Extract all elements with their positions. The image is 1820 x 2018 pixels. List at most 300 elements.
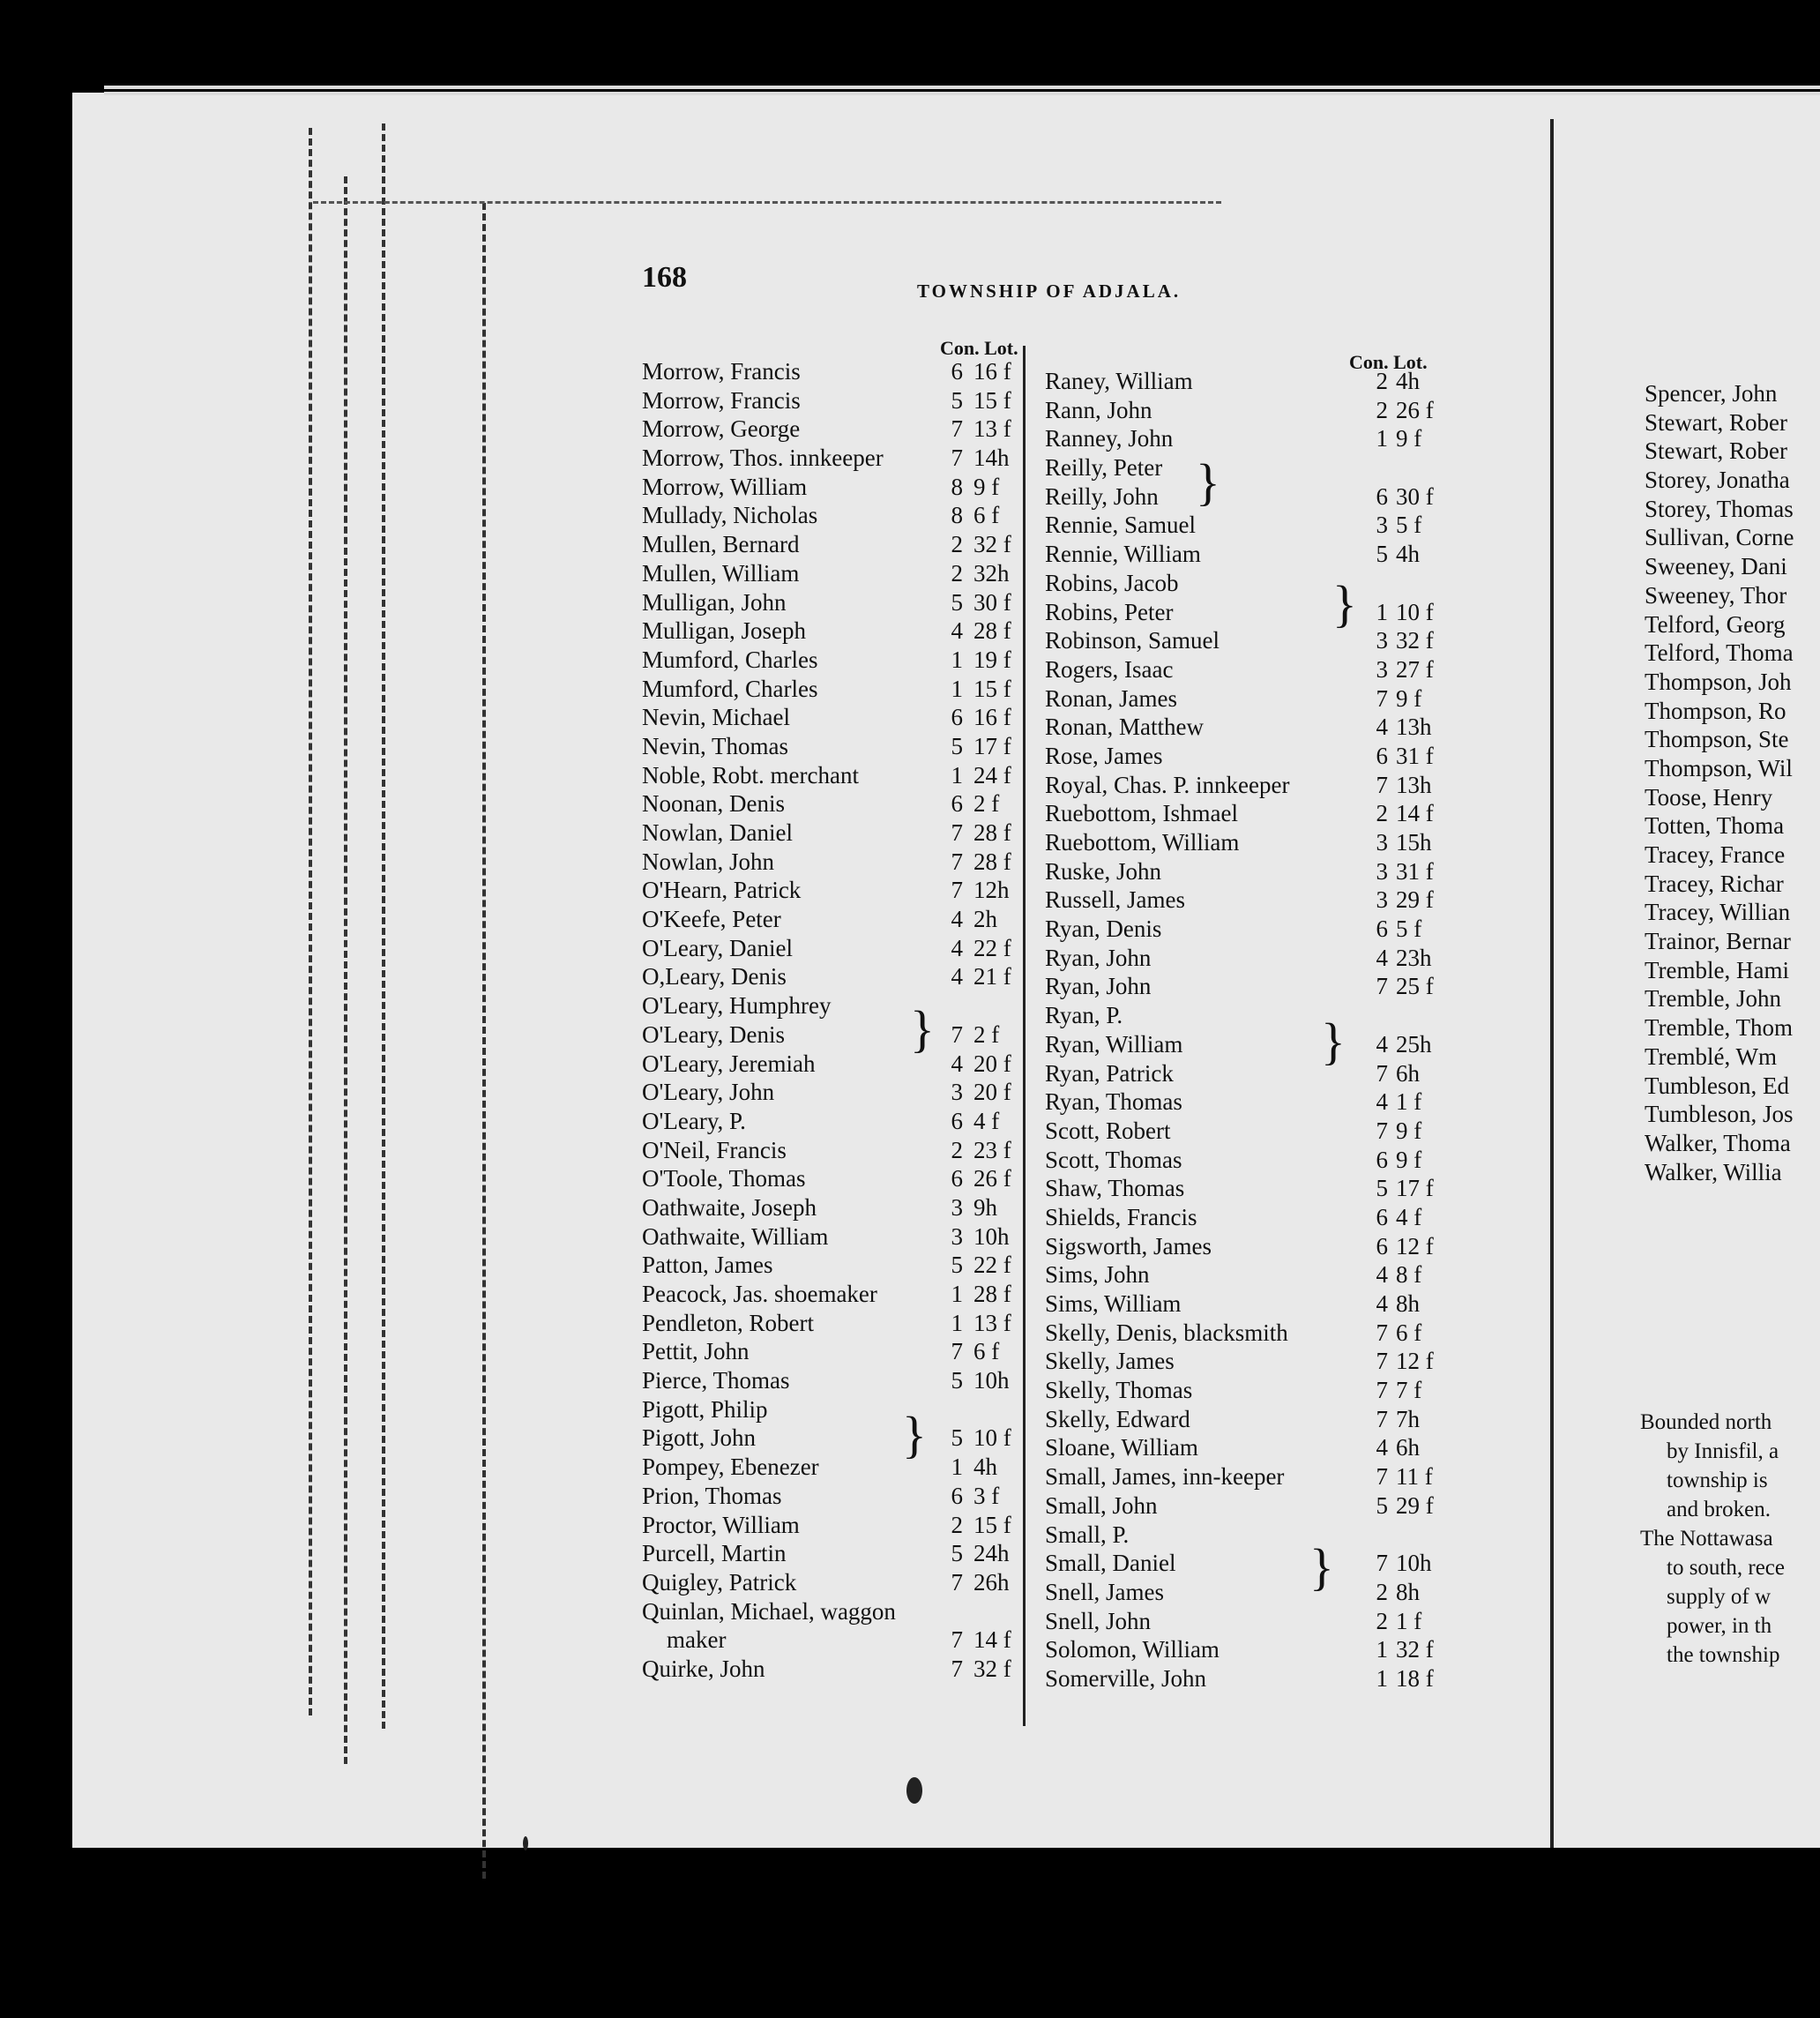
entry-concession: 6 [951, 1482, 963, 1509]
entry-lot: 27 f [1396, 655, 1434, 683]
entry-concession: 3 [951, 1222, 963, 1250]
list-item: Spencer, John [1645, 380, 1778, 407]
entry-lot: 10 f [1396, 598, 1434, 625]
entry-concession: 6 [951, 704, 963, 731]
entry-concession: 7 [1376, 771, 1388, 798]
entry-concession: 6 [1376, 916, 1388, 943]
con-lot-header: Con. Lot. [940, 337, 1018, 359]
list-item [1045, 915, 1451, 944]
entry-name: Morrow, Francis [642, 358, 801, 385]
entry-name: Pendleton, Robert [642, 1309, 814, 1336]
entry-name: Morrow, William [642, 473, 808, 500]
description-line: the township [1667, 1643, 1780, 1667]
list-item [1045, 1491, 1451, 1521]
entry-lot: 2 f [973, 1020, 1000, 1048]
entry-lot: 24 f [973, 761, 1011, 789]
list-item [1045, 1232, 1451, 1261]
description-line: township is [1667, 1469, 1768, 1492]
entry-concession: 5 [951, 1540, 963, 1567]
entry-lot: 8 f [1396, 1261, 1422, 1289]
description-line: to south, rece [1667, 1556, 1785, 1580]
entry-name: Ranney, John [1045, 425, 1174, 452]
entry-lot: 10h [973, 1367, 1010, 1394]
entry-concession: 1 [951, 761, 963, 789]
entry-name: Pigott, Philip [642, 1395, 768, 1423]
list-item [1045, 1289, 1451, 1319]
list-item: Thompson, Wil [1645, 754, 1793, 781]
entry-name: Ruebottom, William [1045, 829, 1240, 856]
entry-lot: 7 f [1396, 1377, 1422, 1404]
entry-name: Mullen, Bernard [642, 531, 800, 558]
list-item [642, 761, 1021, 790]
list-item [1045, 944, 1451, 973]
list-item [1045, 1030, 1451, 1059]
list-item: Toose, Henry [1645, 783, 1773, 811]
list-item [642, 1597, 1021, 1626]
entry-lot: 26h [973, 1568, 1010, 1596]
entry-lot: 14h [973, 445, 1010, 472]
list-item [642, 703, 1021, 732]
entry-lot: 26 f [973, 1165, 1011, 1192]
entry-name: Shaw, Thomas [1045, 1175, 1185, 1202]
right-column-list [1645, 379, 1820, 1186]
entry-name: Skelly, Denis, blacksmith [1045, 1319, 1288, 1346]
entry-lot: 32 f [973, 1655, 1011, 1682]
entry-lot: 2 f [973, 790, 1000, 818]
entry-lot: 9h [973, 1193, 997, 1221]
entry-concession: 4 [1376, 944, 1388, 971]
entry-lot: 22 f [973, 934, 1011, 961]
entry-name: Rennie, Samuel [1045, 512, 1196, 539]
entry-lot: 13 f [973, 1309, 1011, 1336]
entry-name: Pompey, Ebenezer [642, 1454, 819, 1481]
entry-concession: 7 [1376, 1319, 1388, 1346]
entry-concession: 4 [1376, 1088, 1388, 1116]
entry-name: Russell, James [1045, 886, 1185, 914]
entry-name: Ryan, William [1045, 1030, 1183, 1058]
entry-lot: 10 f [973, 1424, 1011, 1452]
entry-concession: 5 [951, 1252, 963, 1279]
list-item [642, 789, 1021, 818]
entry-lot: 19 f [973, 646, 1011, 673]
entry-concession: 1 [951, 646, 963, 673]
list-item [642, 1222, 1021, 1252]
entry-concession: 7 [1376, 1463, 1388, 1491]
entry-lot: 25h [1396, 1030, 1432, 1058]
list-item [1045, 1087, 1451, 1117]
entry-lot: 32 f [973, 531, 1011, 558]
entry-concession: 7 [1376, 1348, 1388, 1375]
entry-lot: 32 f [1396, 627, 1434, 654]
list-item [1045, 799, 1451, 828]
entry-lot: 11 f [1396, 1463, 1433, 1491]
entry-lot: 26 f [1396, 396, 1434, 423]
entry-concession: 5 [951, 588, 963, 616]
entry-name: Rennie, William [1045, 541, 1201, 568]
entry-name: Patton, James [642, 1252, 773, 1279]
entry-name: Morrow, Francis [642, 386, 801, 414]
entry-lot: 28 f [973, 819, 1011, 846]
list-item [642, 1568, 1021, 1597]
entry-lot: 6h [1396, 1059, 1420, 1087]
entry-name: O'Leary, Daniel [642, 934, 794, 961]
entry-concession: 1 [951, 1281, 963, 1307]
entry-concession: 7 [951, 445, 963, 472]
list-item [642, 991, 1021, 1020]
list-item [1045, 1117, 1451, 1146]
entry-lot: 21 f [973, 963, 1011, 990]
list-item: Tracey, Willian [1645, 899, 1791, 926]
entry-lot: 9 f [1396, 1117, 1422, 1144]
entry-concession: 3 [951, 1193, 963, 1221]
list-item [1045, 1174, 1451, 1203]
list-item [642, 1395, 1021, 1424]
entry-concession: 3 [1376, 512, 1388, 539]
list-item [642, 1193, 1021, 1222]
list-item [1045, 1059, 1451, 1088]
ink-blot [906, 1777, 922, 1804]
entry-name: Quinlan, Michael, waggon [642, 1597, 896, 1625]
entry-concession: 6 [1376, 1203, 1388, 1230]
list-item [1045, 972, 1451, 1001]
list-item [1045, 511, 1451, 540]
entry-name: Ryan, John [1045, 944, 1152, 971]
entry-concession: 6 [1376, 742, 1388, 769]
entry-name: Ronan, James [1045, 684, 1177, 712]
entry-concession: 6 [951, 790, 963, 818]
entry-concession: 1 [1376, 1636, 1388, 1663]
entry-lot: 10h [1396, 1550, 1432, 1577]
list-item [1045, 1146, 1451, 1175]
entry-lot: 28 f [973, 848, 1011, 875]
entry-lot: 30 f [973, 588, 1011, 616]
con-lot-header: Con. Lot. [1349, 351, 1428, 373]
entry-concession: 7 [951, 1568, 963, 1596]
list-item [642, 444, 1021, 473]
entry-concession: 5 [951, 1367, 963, 1394]
entry-lot: 13 f [973, 415, 1011, 443]
entry-concession: 7 [951, 1020, 963, 1048]
grouping-brace: } [1309, 1538, 1334, 1596]
entry-name: Oathwaite, Joseph [642, 1193, 817, 1221]
entry-lot: 31 f [1396, 857, 1434, 885]
entry-lot: 15 f [973, 1511, 1011, 1538]
entry-lot: 7h [1396, 1405, 1420, 1432]
list-item [642, 1482, 1021, 1511]
list-item [1045, 424, 1451, 453]
entry-lot: 5 f [1396, 916, 1422, 943]
entry-concession: 1 [1376, 425, 1388, 452]
entry-name: Morrow, George [642, 415, 801, 443]
entry-name: Sloane, William [1045, 1434, 1198, 1461]
grouping-brace: } [1332, 575, 1357, 632]
list-item: Tracey, Richar [1645, 870, 1784, 897]
entry-concession: 5 [1376, 541, 1388, 568]
entry-name: Ryan, John [1045, 973, 1152, 1000]
left-column-list [642, 357, 1021, 1684]
entry-lot: 28 f [973, 617, 1011, 645]
list-item [642, 818, 1021, 848]
entry-name: Mumford, Charles [642, 675, 818, 702]
entry-name: Purcell, Martin [642, 1540, 787, 1567]
entry-name: Small, John [1045, 1491, 1158, 1519]
list-item: Tremble, John [1645, 985, 1782, 1013]
entry-concession: 2 [951, 559, 963, 587]
middle-column-list [1045, 367, 1451, 1693]
entry-name: Mullady, Nicholas [642, 502, 818, 529]
description-line: power, in th [1667, 1614, 1772, 1638]
description-line: supply of w [1667, 1585, 1772, 1609]
margin-rule [482, 203, 486, 1879]
list-item [642, 1078, 1021, 1107]
list-item: Totten, Thoma [1645, 812, 1785, 840]
entry-lot: 28 f [973, 1281, 1011, 1307]
entry-concession: 2 [1376, 368, 1388, 394]
entry-concession: 4 [1376, 1030, 1388, 1058]
entry-name: Small, James, inn-keeper [1045, 1463, 1285, 1491]
entry-lot: 14 f [973, 1626, 1011, 1654]
list-item [1045, 771, 1451, 800]
margin-rule [344, 176, 347, 1764]
entry-concession: 5 [1376, 1175, 1388, 1202]
entry-concession: 1 [951, 1454, 963, 1481]
list-item [1045, 396, 1451, 425]
list-item [642, 1309, 1021, 1338]
list-item [1045, 1319, 1451, 1348]
entry-name: Snell, John [1045, 1607, 1152, 1634]
description-line: and broken. [1667, 1498, 1772, 1521]
list-item [1045, 1664, 1451, 1693]
entry-name: Skelly, Edward [1045, 1405, 1190, 1432]
list-item [1045, 1260, 1451, 1289]
entry-name: Scott, Robert [1045, 1117, 1171, 1144]
entry-name: Sims, William [1045, 1290, 1182, 1317]
entry-lot: 15 f [973, 386, 1011, 414]
entry-name: Rose, James [1045, 742, 1163, 769]
entry-name: Scott, Thomas [1045, 1146, 1182, 1173]
ink-blot [523, 1836, 528, 1850]
entry-lot: 2h [973, 906, 997, 933]
entry-lot: 6h [1396, 1434, 1420, 1461]
list-item [642, 1337, 1021, 1366]
entry-concession: 4 [1376, 714, 1388, 741]
entry-concession: 1 [951, 1309, 963, 1336]
entry-concession: 2 [951, 531, 963, 558]
entry-concession: 7 [951, 1626, 963, 1654]
list-item [642, 646, 1021, 675]
entry-lot: 31 f [1396, 742, 1434, 769]
entry-lot: 17 f [973, 732, 1011, 759]
list-item [642, 1626, 1021, 1655]
entry-name: O'Leary, Denis [642, 1020, 786, 1048]
entry-lot: 9 f [1396, 684, 1422, 712]
entry-concession: 2 [1376, 396, 1388, 423]
entry-lot: 12 f [1396, 1348, 1434, 1375]
entry-concession: 3 [1376, 627, 1388, 654]
entry-concession: 6 [951, 1165, 963, 1192]
margin-rule [309, 128, 312, 1715]
page-number: 168 [642, 261, 687, 294]
list-item [1045, 742, 1451, 771]
list-item: Thompson, Ste [1645, 726, 1789, 753]
entry-name: Ryan, Patrick [1045, 1059, 1174, 1087]
entry-name: O'Toole, Thomas [642, 1165, 806, 1192]
list-item [642, 675, 1021, 704]
list-item [1045, 857, 1451, 886]
entry-name: Reilly, Peter [1045, 454, 1163, 482]
list-item [642, 1020, 1021, 1050]
entry-name: O'Leary, Jeremiah [642, 1050, 816, 1077]
entry-lot: 6 f [973, 502, 1000, 529]
list-item [642, 473, 1021, 502]
description-line: The Nottawasa [1640, 1527, 1773, 1551]
list-item: Walker, Thoma [1645, 1129, 1791, 1156]
entry-lot: 32 f [1396, 1636, 1434, 1663]
entry-name: Somerville, John [1045, 1664, 1206, 1692]
list-item: Storey, Thomas [1645, 495, 1794, 522]
entry-concession: 7 [1376, 1117, 1388, 1144]
entry-concession: 2 [951, 1136, 963, 1163]
list-item [642, 1539, 1021, 1568]
list-item: Storey, Jonatha [1645, 467, 1790, 494]
description-line: Bounded north [1640, 1410, 1772, 1434]
entry-name: O'Leary, John [642, 1079, 775, 1106]
list-item [1045, 453, 1451, 482]
entry-concession: 7 [951, 848, 963, 875]
list-item [1045, 569, 1451, 598]
entry-name: Ryan, P. [1045, 1002, 1123, 1029]
entry-concession: 5 [951, 386, 963, 414]
entry-lot: 29 f [1396, 1491, 1434, 1519]
entry-lot: 14 f [1396, 800, 1434, 827]
entry-name: Pigott, John [642, 1424, 757, 1452]
entry-name: Snell, James [1045, 1578, 1164, 1605]
list-item [1045, 1635, 1451, 1664]
list-item [642, 905, 1021, 934]
entry-lot: 16 f [973, 358, 1011, 385]
grouping-brace: } [1196, 453, 1220, 511]
entry-concession: 1 [1376, 1664, 1388, 1692]
entry-concession: 3 [1376, 829, 1388, 856]
entry-name: Prion, Thomas [642, 1482, 782, 1509]
entry-name: O'Hearn, Patrick [642, 877, 802, 904]
list-item: Tracey, France [1645, 841, 1786, 868]
list-item [642, 1164, 1021, 1193]
entry-lot: 32h [973, 559, 1010, 587]
grouping-brace: } [910, 1000, 935, 1058]
entry-concession: 7 [1376, 1059, 1388, 1087]
entry-name: Mullen, William [642, 559, 800, 587]
entry-name: Rogers, Isaac [1045, 655, 1174, 683]
entry-lot: 8h [1396, 1578, 1420, 1605]
list-item: Tremble, Hami [1645, 956, 1789, 983]
entry-concession: 5 [951, 1424, 963, 1452]
entry-concession: 4 [951, 617, 963, 645]
entry-name: Robins, Peter [1045, 598, 1174, 625]
entry-name: Nevin, Michael [642, 704, 790, 731]
list-item [642, 1453, 1021, 1482]
list-item [642, 357, 1021, 386]
page-edge-top [104, 92, 1820, 95]
entry-lot: 29 f [1396, 886, 1434, 914]
entry-concession: 3 [951, 1079, 963, 1106]
entry-lot: 4h [1396, 368, 1420, 394]
entry-concession: 4 [951, 906, 963, 933]
entry-concession: 7 [951, 415, 963, 443]
list-item: Thompson, Joh [1645, 668, 1792, 695]
list-item: Sullivan, Corne [1645, 524, 1794, 551]
entry-name: Morrow, Thos. innkeeper [642, 445, 884, 472]
list-item [642, 876, 1021, 905]
entry-name: O'Leary, P. [642, 1107, 746, 1134]
list-item [1045, 626, 1451, 655]
entry-lot: 15 f [973, 675, 1011, 702]
entry-lot: 8h [1396, 1290, 1420, 1317]
entry-concession: 3 [1376, 857, 1388, 885]
entry-name: Peacock, Jas. shoemaker [642, 1281, 877, 1307]
entry-name: Reilly, John [1045, 482, 1159, 510]
list-item [642, 1251, 1021, 1280]
list-item [1045, 828, 1451, 857]
entry-concession: 2 [1376, 800, 1388, 827]
list-item: Walker, Willia [1645, 1158, 1782, 1185]
entry-concession: 2 [1376, 1607, 1388, 1634]
list-item [642, 386, 1021, 415]
entry-lot: 9 f [973, 473, 1000, 500]
entry-lot: 22 f [973, 1252, 1011, 1279]
entry-concession: 8 [951, 473, 963, 500]
entry-concession: 6 [951, 358, 963, 385]
list-item [642, 962, 1021, 991]
entry-name: Pettit, John [642, 1338, 750, 1365]
entry-name: Noble, Robt. merchant [642, 761, 859, 789]
page-edge-top [104, 86, 1820, 89]
margin-rule [382, 123, 385, 1729]
list-item [1045, 655, 1451, 684]
entry-lot: 4 f [973, 1107, 1000, 1134]
grouping-brace: } [902, 1406, 927, 1463]
entry-concession: 7 [951, 1655, 963, 1682]
list-item: Telford, Georg [1645, 610, 1786, 638]
list-item: Trainor, Bernar [1645, 928, 1791, 955]
entry-lot: 24h [973, 1540, 1010, 1567]
entry-name: Rann, John [1045, 396, 1152, 423]
list-item [642, 415, 1021, 444]
entry-concession: 5 [1376, 1491, 1388, 1519]
list-item [642, 1366, 1021, 1395]
list-item [1045, 1433, 1451, 1462]
list-item [642, 559, 1021, 588]
entry-name: O,Leary, Denis [642, 963, 787, 990]
grouping-brace: } [1321, 1013, 1346, 1070]
entry-lot: 6 f [1396, 1319, 1422, 1346]
entry-name: Small, P. [1045, 1521, 1130, 1548]
list-item [1045, 1347, 1451, 1376]
entry-name: Proctor, William [642, 1511, 800, 1538]
entry-concession: 2 [1376, 1578, 1388, 1605]
list-item [1045, 1607, 1451, 1636]
entry-concession: 7 [951, 877, 963, 904]
entry-concession: 3 [1376, 886, 1388, 914]
list-item: Sweeney, Thor [1645, 581, 1787, 609]
entry-lot: 4h [1396, 541, 1420, 568]
list-item [1045, 713, 1451, 742]
entry-concession: 7 [1376, 1377, 1388, 1404]
column-divider [1023, 346, 1026, 1726]
list-item [1045, 886, 1451, 915]
list-item: Sweeney, Dani [1645, 553, 1787, 580]
list-item [1045, 1578, 1451, 1607]
